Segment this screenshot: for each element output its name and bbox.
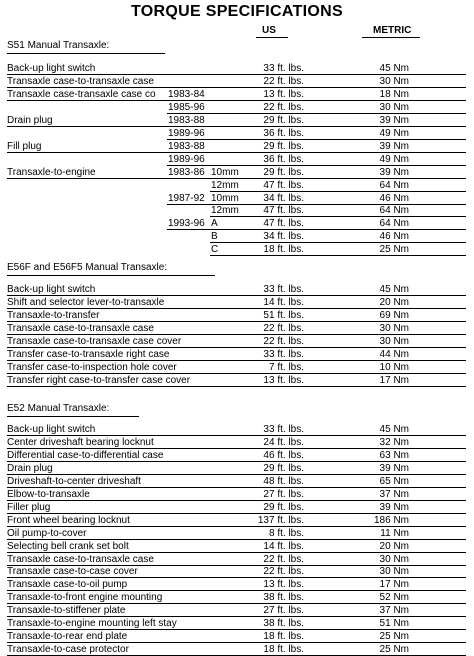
- year-range: 1985-96: [168, 101, 205, 113]
- us-value: 33 ft. lbs.: [263, 424, 304, 435]
- us-value: 13 ft. lbs.: [263, 374, 304, 386]
- component-label: Transaxle case-to-oil pump: [7, 579, 128, 591]
- column-header-us-underline: [256, 37, 288, 38]
- component-label: Transaxle case-transaxle case co: [7, 88, 156, 100]
- column-header-metric-underline: [362, 37, 420, 38]
- sub-spec: 10mm: [211, 166, 239, 178]
- us-value: 36 ft. lbs.: [263, 127, 304, 139]
- metric-value: 30 Nm: [379, 553, 409, 565]
- metric-value: 11 Nm: [380, 527, 409, 539]
- us-value: 13 ft. lbs.: [263, 88, 304, 100]
- component-label: Elbow-to-transaxle: [7, 488, 90, 500]
- table-row: [0, 75, 474, 88]
- column-header-metric: METRIC: [373, 25, 412, 36]
- table-row: [0, 127, 474, 140]
- component-label: Transaxle-to-stiffener plate: [7, 605, 126, 617]
- table-row: [0, 309, 474, 322]
- table-row: [0, 88, 474, 101]
- us-value: 13 ft. lbs.: [263, 579, 304, 591]
- metric-value: 45 Nm: [379, 424, 409, 435]
- us-value: 29 ft. lbs.: [263, 462, 304, 474]
- section-title-underline: [7, 53, 165, 54]
- year-range: 1983-88: [168, 114, 205, 126]
- metric-value: 30 Nm: [379, 566, 409, 578]
- component-label: Oil pump-to-cover: [7, 527, 87, 539]
- component-label: Transfer case-to-transaxle right case: [7, 348, 170, 360]
- section-title: S51 Manual Transaxle:: [7, 40, 110, 51]
- metric-value: 37 Nm: [379, 605, 409, 617]
- metric-value: 64 Nm: [379, 179, 409, 191]
- sub-spec: A: [211, 218, 218, 230]
- table-row: [0, 436, 474, 449]
- table-row: [0, 62, 474, 75]
- us-value: 34 ft. lbs.: [263, 192, 304, 204]
- table-row: [0, 501, 474, 514]
- table-row: [0, 514, 474, 527]
- us-value: 22 ft. lbs.: [263, 101, 304, 113]
- component-label: Transaxle-to-case protector: [7, 644, 129, 656]
- us-value: 137 ft. lbs.: [257, 514, 304, 526]
- us-value: 33 ft. lbs.: [263, 63, 304, 74]
- year-range: 1989-96: [168, 153, 205, 165]
- us-value: 18 ft. lbs.: [263, 244, 304, 256]
- us-value: 22 ft. lbs.: [263, 75, 304, 87]
- component-label: Transaxle case-to-transaxle case cover: [7, 335, 182, 347]
- metric-value: 17 Nm: [379, 579, 409, 591]
- component-label: Drain plug: [7, 114, 53, 126]
- table-row: [0, 374, 474, 387]
- us-value: 48 ft. lbs.: [263, 475, 304, 487]
- us-value: 22 ft. lbs.: [263, 566, 304, 578]
- component-label: Selecting bell crank set bolt: [7, 540, 129, 552]
- us-value: 14 ft. lbs.: [263, 540, 304, 552]
- metric-value: 39 Nm: [379, 140, 409, 152]
- section-title-underline: [7, 416, 139, 417]
- year-range: 1983-86: [168, 166, 205, 178]
- us-value: 47 ft. lbs.: [263, 205, 304, 217]
- metric-value: 20 Nm: [379, 540, 409, 552]
- table-row: [0, 449, 474, 462]
- year-range: 1987-92: [168, 192, 205, 204]
- metric-value: 52 Nm: [379, 592, 409, 604]
- metric-value: 39 Nm: [379, 166, 409, 178]
- table-row: [0, 335, 474, 348]
- section-title-underline: [7, 275, 215, 276]
- metric-value: 64 Nm: [379, 205, 409, 217]
- metric-value: 30 Nm: [379, 75, 409, 87]
- us-value: 14 ft. lbs.: [263, 296, 304, 308]
- table-row: [0, 101, 474, 114]
- table-row: [0, 114, 474, 127]
- component-label: Drain plug: [7, 462, 53, 474]
- metric-value: 44 Nm: [379, 348, 409, 360]
- component-label: Driveshaft-to-center driveshaft: [7, 475, 141, 487]
- us-value: 29 ft. lbs.: [263, 501, 304, 513]
- us-value: 22 ft. lbs.: [263, 335, 304, 347]
- component-label: Filler plug: [7, 501, 51, 513]
- table-row: [0, 153, 474, 166]
- table-row: [0, 565, 474, 578]
- metric-value: 39 Nm: [379, 114, 409, 126]
- us-value: 29 ft. lbs.: [263, 166, 304, 178]
- metric-value: 18 Nm: [379, 88, 409, 100]
- sub-spec: 10mm: [211, 192, 239, 204]
- metric-value: 65 Nm: [379, 475, 409, 487]
- table-row: [0, 243, 474, 256]
- component-label: Center driveshaft bearing locknut: [7, 436, 154, 448]
- component-label: Back-up light switch: [7, 424, 96, 435]
- us-value: 46 ft. lbs.: [263, 449, 304, 461]
- component-label: Transaxle case-to-transaxle case: [7, 553, 154, 565]
- component-label: Shift and selector lever-to-transaxle: [7, 296, 165, 308]
- row-rule: [210, 255, 466, 256]
- metric-value: 25 Nm: [379, 644, 409, 656]
- table-row: [0, 322, 474, 335]
- component-label: Back-up light switch: [7, 284, 96, 295]
- table-row: [0, 643, 474, 656]
- table-row: [0, 604, 474, 617]
- us-value: 22 ft. lbs.: [263, 553, 304, 565]
- metric-value: 30 Nm: [379, 322, 409, 334]
- metric-value: 17 Nm: [379, 374, 409, 386]
- component-label: Transaxle-to-engine mounting left stay: [7, 618, 177, 630]
- metric-value: 30 Nm: [379, 101, 409, 113]
- table-row: [0, 283, 474, 296]
- us-value: 29 ft. lbs.: [263, 140, 304, 152]
- table-row: [0, 140, 474, 153]
- table-row: [0, 591, 474, 604]
- table-row: [0, 348, 474, 361]
- year-range: 1983-88: [168, 140, 205, 152]
- metric-value: 32 Nm: [379, 436, 409, 448]
- us-value: 29 ft. lbs.: [263, 114, 304, 126]
- metric-value: 186 Nm: [373, 514, 409, 526]
- component-label: Transaxle-to-rear end plate: [7, 631, 128, 643]
- component-label: Transaxle-to-engine: [7, 166, 96, 178]
- table-row: [0, 462, 474, 475]
- us-value: 22 ft. lbs.: [263, 322, 304, 334]
- metric-value: 25 Nm: [379, 244, 409, 256]
- us-value: 47 ft. lbs.: [263, 218, 304, 230]
- metric-value: 45 Nm: [379, 284, 409, 295]
- metric-value: 51 Nm: [379, 618, 409, 630]
- us-value: 47 ft. lbs.: [263, 179, 304, 191]
- sub-spec: B: [211, 231, 218, 243]
- metric-value: 64 Nm: [379, 218, 409, 230]
- metric-value: 45 Nm: [379, 63, 409, 74]
- us-value: 8 ft. lbs.: [268, 527, 304, 539]
- metric-value: 37 Nm: [379, 488, 409, 500]
- metric-value: 30 Nm: [379, 335, 409, 347]
- sub-spec: 12mm: [211, 179, 239, 191]
- us-value: 36 ft. lbs.: [263, 153, 304, 165]
- column-header-us: US: [262, 25, 276, 36]
- component-label: Fill plug: [7, 140, 42, 152]
- us-value: 18 ft. lbs.: [263, 644, 304, 656]
- table-row: [0, 488, 474, 501]
- us-value: 7 ft. lbs.: [268, 361, 304, 373]
- metric-value: 39 Nm: [379, 501, 409, 513]
- table-row: [0, 423, 474, 436]
- table-row: [0, 230, 474, 243]
- table-row: [0, 527, 474, 540]
- metric-value: 25 Nm: [379, 631, 409, 643]
- metric-value: 49 Nm: [379, 127, 409, 139]
- component-label: Transaxle-to-transfer: [7, 309, 100, 321]
- component-label: Transfer case-to-inspection hole cover: [7, 361, 177, 373]
- us-value: 34 ft. lbs.: [263, 231, 304, 243]
- table-row: [0, 578, 474, 591]
- component-label: Transfer right case-to-transfer case cover: [7, 374, 191, 386]
- table-row: [0, 204, 474, 217]
- metric-value: 69 Nm: [379, 309, 409, 321]
- table-row: [0, 217, 474, 230]
- us-value: 38 ft. lbs.: [263, 618, 304, 630]
- table-row: [0, 179, 474, 192]
- component-label: Back-up light switch: [7, 63, 96, 74]
- table-row: [0, 166, 474, 179]
- metric-value: 39 Nm: [379, 462, 409, 474]
- us-value: 51 ft. lbs.: [263, 309, 304, 321]
- table-row: [0, 192, 474, 205]
- metric-value: 10 Nm: [379, 361, 409, 373]
- metric-value: 46 Nm: [379, 192, 409, 204]
- metric-value: 46 Nm: [379, 231, 409, 243]
- year-range: 1983-84: [168, 88, 205, 100]
- page-title: TORQUE SPECIFICATIONS: [131, 3, 343, 20]
- us-value: 27 ft. lbs.: [263, 488, 304, 500]
- us-value: 38 ft. lbs.: [263, 592, 304, 604]
- us-value: 27 ft. lbs.: [263, 605, 304, 617]
- us-value: 24 ft. lbs.: [263, 436, 304, 448]
- row-rule: [7, 386, 466, 387]
- component-label: Transaxle case-to-transaxle case: [7, 322, 154, 334]
- metric-value: 63 Nm: [379, 449, 409, 461]
- table-row: [0, 475, 474, 488]
- sub-spec: 12mm: [211, 205, 239, 217]
- us-value: 33 ft. lbs.: [263, 284, 304, 295]
- section-title: E56F and E56F5 Manual Transaxle:: [7, 262, 168, 273]
- table-row: [0, 296, 474, 309]
- component-label: Transaxle case-to-case cover: [7, 566, 138, 578]
- table-row: [0, 553, 474, 566]
- year-range: 1993-96: [168, 218, 205, 230]
- component-label: Transaxle case-to-transaxle case: [7, 75, 154, 87]
- component-label: Transaxle-to-front engine mounting: [7, 592, 163, 604]
- component-label: Differential case-to-differential case: [7, 449, 164, 461]
- metric-value: 20 Nm: [379, 296, 409, 308]
- year-range: 1989-96: [168, 127, 205, 139]
- section-title: E52 Manual Transaxle:: [7, 403, 110, 414]
- metric-value: 49 Nm: [379, 153, 409, 165]
- table-row: [0, 361, 474, 374]
- table-row: [0, 540, 474, 553]
- sub-spec: C: [211, 244, 219, 256]
- us-value: 18 ft. lbs.: [263, 631, 304, 643]
- table-row: [0, 617, 474, 630]
- component-label: Front wheel bearing locknut: [7, 514, 130, 526]
- us-value: 33 ft. lbs.: [263, 348, 304, 360]
- table-row: [0, 630, 474, 643]
